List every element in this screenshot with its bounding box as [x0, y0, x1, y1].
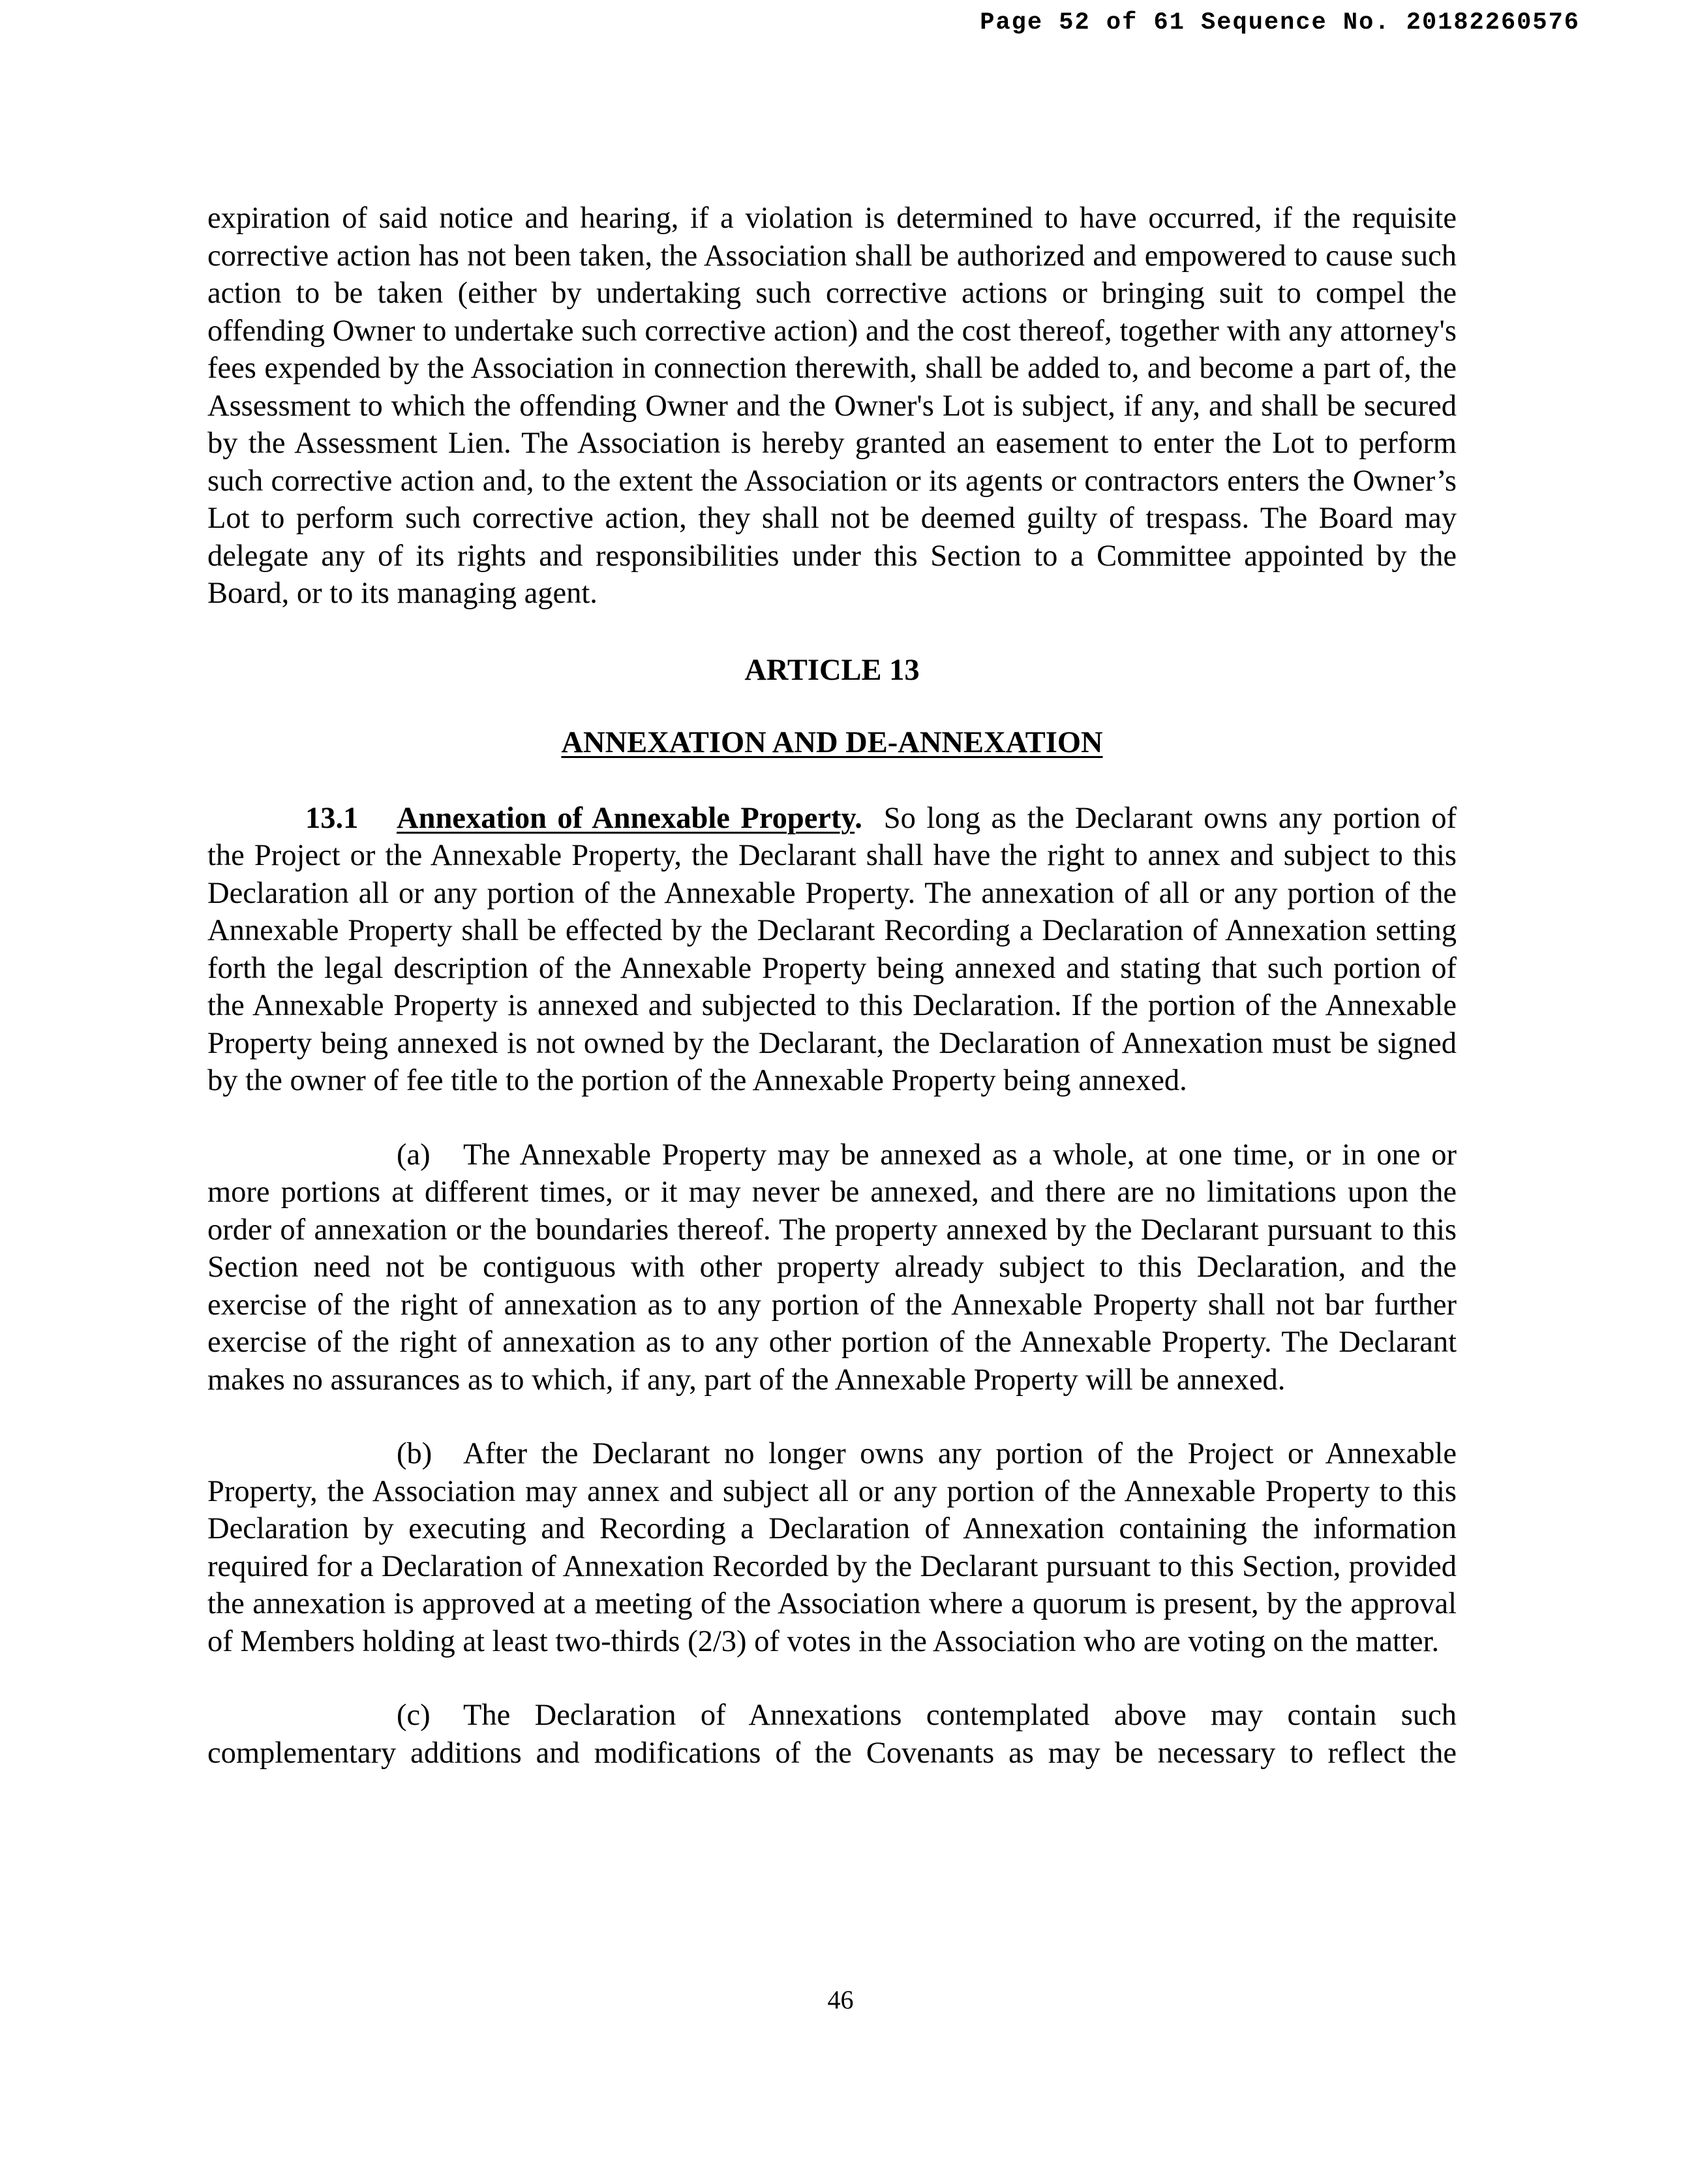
subsection-label: (a): [397, 1138, 431, 1172]
article-number: ARTICLE 13: [744, 653, 920, 687]
continued-paragraph: expiration of said notice and hearing, if a violation is determined to have occurred, if the requisite corrective action has not been taken, the Association shall be authorized and empowered to cause such action to be taken (either by undertaking such corrective actions or bringing suit to compel the offending Owner to undertake such corrective action) and the cost thereof, together with any attorney's fees expended by the Association in connection therewith, shall be added to, and become a part of, the Assessment to which the offending Owner and the Owner's Lot is subject, if any, and shall be secured by the Assessment Lien. The Association is hereby granted an easement to enter the Lot to perform such corrective action and, to the extent the Association or its agents or contractors enters the Owner’s Lot to perform such corrective action, they shall not be deemed guilty of trespass. The Board may delegate any of its rights and responsibilities under this Section to a Committee appointed by the Board, or to its managing agent.: [207, 202, 1457, 610]
section-13-1: 13.1 Annexation of Annexable Property. So long as the Declarant owns any portion of the Project or the Annexable Property, the Declarant shall have the right to annex and subject to this Declaration all or any portion of the Annexable Property. The annexation of all or any portion of the Annexable Property shall be effected by the Declarant Recording a Declaration of Annexation setting forth the legal description of the Annexable Property being annexed and stating that such portion of the Annexable Property is annexed and subjected to this Declaration. If the portion of the Annexable Property being annexed is not owned by the Declarant, the Declaration of Annexation must be signed by the owner of fee title to the portion of the Annexable Property being annexed.: [207, 800, 1457, 1100]
subsection-a: [207, 1136, 1457, 1399]
subsection-text: The Declaration of Annexations contemplated above may contain such complementary additions and modifications of the Covenants as may be necessary to reflect the: [207, 1699, 1457, 1770]
subsection-b: [207, 1435, 1457, 1660]
subsection-text: After the Declarant no longer owns any portion of the Project or Annexable Property, the Association may annex and subject all or any portion of the Annexable Property to this Declaration by executing and Recording a Declaration of Annexation containing the information required for a Declaration of Annexation Recorded by the Declarant pursuant to this Section, provided the annexation is approved at a meeting of the Association where a quorum is present, by the approval of Members holding at least two-thirds (2/3) of votes in the Association who are voting on the matter.: [207, 1437, 1457, 1658]
page-sequence-stamp: Page 52 of 61 Sequence No. 20182260576: [980, 9, 1580, 37]
section-heading: Annexation of Annexable Property: [397, 801, 855, 835]
subsection-text: The Annexable Property may be annexed as a whole, at one time, or in one or more portions at different times, or it may never be annexed, and there are no limitations upon the order of annexation or the boundaries thereof. The property annexed by the Declarant pursuant to this Section need not be contiguous with other property already subject to this Declaration, and the exercise of the right of annexation as to any portion of the Annexable Property shall not bar further exercise of the right of annexation as to any other portion of the Annexable Property. The Declarant makes no assurances as to which, if any, part of the Annexable Property will be annexed.: [207, 1138, 1457, 1397]
subsection-c: [207, 1697, 1457, 1772]
section-text: So long as the Declarant owns any portion of the Project or the Annexable Property, the Declarant shall have the right to annex and subject to this Declaration all or any portion of the Annexable Property. The annexation of all or any portion of the Annexable Property shall be effected by the Declarant Recording a Declaration of Annexation setting forth the legal description of the Annexable Property being annexed and stating that such portion of the Annexable Property is annexed and subjected to this Declaration. If the portion of the Annexable Property being annexed is not owned by the Declarant, the Declaration of Annexation must be signed by the owner of fee title to the portion of the Annexable Property being annexed.: [207, 801, 1457, 1097]
document-body: [207, 200, 1457, 1772]
page-number: 46: [827, 1985, 854, 2014]
subsection-label: (b): [397, 1437, 432, 1470]
section-number: 13.1: [305, 801, 359, 835]
article-title: ANNEXATION AND DE-ANNEXATION: [561, 726, 1103, 759]
subsection-label: (c): [397, 1699, 431, 1732]
